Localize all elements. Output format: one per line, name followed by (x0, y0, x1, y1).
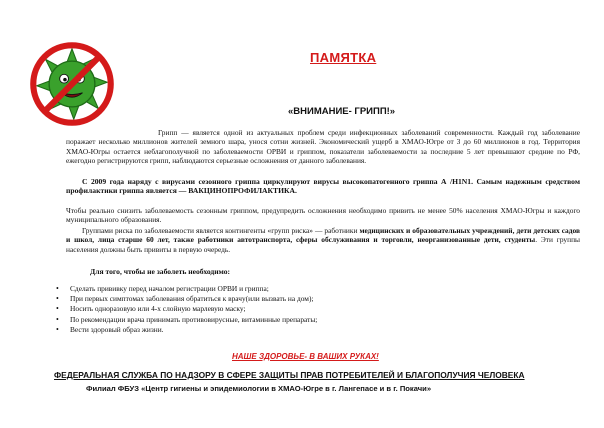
paragraph-risk-groups (66, 226, 580, 254)
no-virus-icon (28, 40, 116, 128)
risk-groups-intro: Группами риска по заболеваемости является контингенты «групп риска» — работники (82, 226, 360, 235)
prevention-lead: Для того, чтобы не заболеть необходимо: (90, 267, 231, 276)
subtitle: «ВНИМАНИЕ- ГРИПП!» (288, 106, 396, 117)
list-item: • Вести здоровый образ жизни. (56, 325, 317, 335)
list-item: • Носить одноразовую или 4-х слойную марлевую маску; (56, 304, 317, 314)
health-slogan: НАШЕ ЗДОРОВЬЕ- В ВАШИХ РУКАХ! (232, 352, 379, 361)
footer-branch: Филиал ФБУЗ «Центр гигиены и эпидемиологии в ХМАО-Югре в г. Лангепасе и в г. Покачи» (86, 384, 432, 393)
prevention-list (56, 284, 317, 335)
paragraph-vaccination: С 2009 года наряду с вирусами сезонного гриппа циркулируют вирусы высокопатогенного гриппа А /H1N1. Самым надежным средством профилактики гриппа является — ВАКЦИНОПРОФИЛАКТИКА. (66, 177, 580, 196)
page-title: ПАМЯТКА (310, 50, 377, 65)
list-item: • По рекомендации врача принимать противовирусные, витаминные препараты; (56, 315, 317, 325)
list-item: • При первых симптомах заболевания обратиться к врачу(или вызвать на дом); (56, 294, 317, 304)
risk-groups-list: медицинских и образовательных учреждений, дети детских садов и школ, лица старше 60 лет, также работники автотранспорта, сферы обслуживания и торговли, неорганизованные дети, студенты (66, 226, 580, 245)
footer-agency: ФЕДЕРАЛЬНАЯ СЛУЖБА ПО НАДЗОРУ В СФЕРЕ ЗАЩИТЫ ПРАВ ПОТРЕБИТЕЛЕЙ И БЛАГОПОЛУЧИЯ ЧЕЛОВЕКА (54, 370, 525, 380)
risk-groups-outro: . Эти группы населения должны быть привиты в первую очередь. (66, 235, 580, 254)
list-item: • Сделать прививку перед началом регистрации ОРВИ и гриппа; (56, 284, 317, 294)
paragraph-intro: Грипп — является одной из актуальных проблем среди инфекционных заболеваний современности. Каждый год заболевание поражает несколько миллионов жителей земного шара, унося сотни жизней. Экономический ущерб в ХМАО-Югре от 3 до 60 миллионов в год. Территория ХМАО-Югры остается неблагополучной по заболеваемости ОРВИ и гриппом, показатели заболеваемости за последние 5 лет превышают средние по РФ, ежегодно регистрируются грипп, наблюдаются серьезные осложнения от данного заболевания. (66, 128, 580, 166)
paragraph-coverage: Чтобы реально снизить заболеваемость сезонным гриппом, предупредить осложнения необходимо привить не менее 50% населения ХМАО-Югры и каждого муниципального образования. (66, 206, 580, 225)
